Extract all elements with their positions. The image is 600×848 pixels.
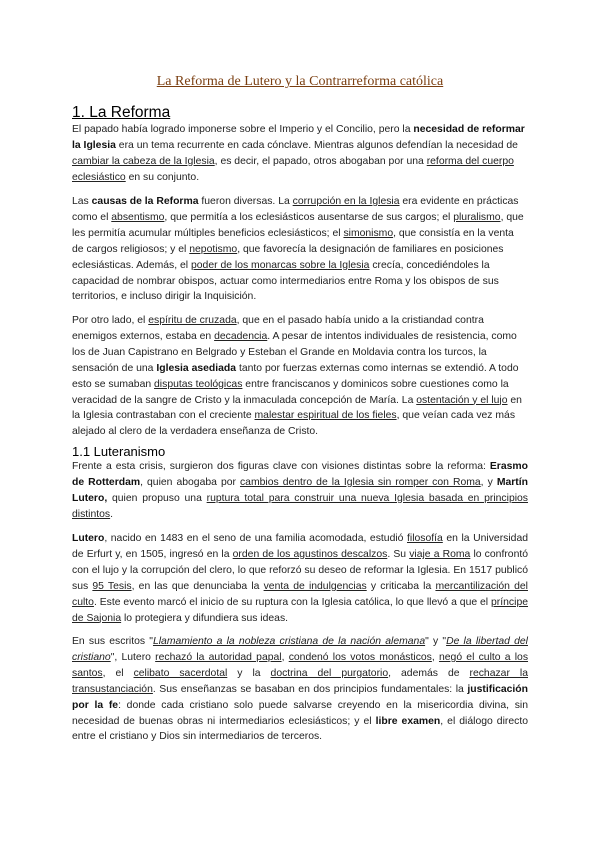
underlined-text: ostentación y el lujo	[416, 394, 508, 406]
text-run: quien propuso una	[107, 492, 207, 504]
text-run: fueron diversas. La	[198, 196, 293, 207]
text-run: lo protegiera y difundiera sus ideas.	[121, 612, 289, 624]
underlined-text: ruptura total para construir una nueva Iglesia basada en principios distintos	[72, 492, 529, 520]
text-run: El papado había logrado imponerse sobre el Imperio y el Concilio, pero la	[72, 124, 414, 135]
underlined-text: condenó los votos monásticos	[288, 651, 432, 663]
text-run: . A pesar de intentos individuales de resistencia, como los de Juan Capistrano en Belgrado y Esteban el Grande en Moldavia contra los turcos, la sensación de una	[72, 330, 517, 374]
text-run: Por otro lado, el	[72, 315, 149, 326]
text-run: , además de	[388, 667, 470, 679]
underlined-text: mercantilización del culto	[72, 580, 528, 608]
text-run: , y	[480, 476, 497, 488]
bold-text: Erasmo de Rotterdam	[72, 461, 528, 488]
underlined-text: príncipe de Sajonia	[72, 596, 528, 624]
underlined-text: venta de indulgencias	[263, 580, 367, 592]
paragraph-2	[72, 194, 528, 305]
underlined-text: simonismo	[343, 227, 394, 239]
text-run: , que en el pasado había unido a la cristiandad contra enemigos externos, estaba en	[72, 315, 484, 342]
underlined-text: rechazar la transustanciación	[72, 667, 528, 695]
text-run: , es decir, el papado, otros abogaban por una	[214, 155, 427, 167]
text-run: era evidente en prácticas como el	[72, 196, 519, 223]
text-run: : donde cada cristiano solo puede salvarse creyendo en la misericordia divina, sin necesidad de buenas obras ni intermediarios eclesiásticos; y el	[72, 699, 528, 727]
text-run: en la Universidad de Erfurt y, en 1505, ingresó en la	[72, 533, 528, 560]
underlined-text: doctrina del purgatorio	[270, 667, 389, 679]
paragraph-1	[72, 122, 528, 186]
paragraph-3	[72, 313, 528, 440]
text-run: , que veían cada vez más alejado al clero de la verdadera enseñanza de Cristo.	[72, 410, 516, 438]
text-run: , que les permitía acumular múltiples beneficios eclesiásticos; el	[72, 211, 524, 239]
underlined-text: absentismo	[111, 211, 165, 223]
text-run: Las	[72, 196, 92, 207]
underlined-text: poder de los monarcas sobre la Iglesia	[190, 259, 370, 271]
underlined-text: malestar espiritual de los fieles	[254, 410, 397, 422]
section-heading-reforma: 1. La Reforma	[72, 104, 171, 121]
underlined-text: pluralismo	[453, 211, 501, 223]
underlined-text: disputas teológicas	[154, 378, 243, 390]
bold-text: libre examen	[375, 715, 441, 727]
bold-text: causas de la Reforma	[91, 196, 199, 207]
italic-title-text: De la libertad del cristiano	[72, 636, 528, 663]
underlined-text: decadencia	[214, 330, 268, 342]
underlined-text: filosofía	[407, 533, 443, 544]
underlined-text: reforma del cuerpo eclesiástico	[72, 155, 514, 183]
bold-text: justificación por la fe	[72, 683, 528, 711]
text-run: . Este evento marcó el inicio de su ruptura con la Iglesia católica, lo que llevó a que el	[93, 596, 492, 608]
text-run: lo confrontó con el lujo y la corrupción del clero, lo que reforzó su deseo de reformar la Iglesia. En 1517 publicó sus	[72, 548, 529, 592]
section-heading-luteranismo: 1.1 Luteranismo	[72, 444, 166, 459]
underlined-text: rechazó la autoridad papal	[155, 651, 282, 663]
underlined-text: 95 Tesis	[92, 580, 132, 592]
text-run: . Sus enseñanzas se basaban en dos principios fundamentales: la	[152, 683, 468, 695]
underlined-text: espíritu de cruzada	[148, 315, 237, 326]
text-run: tanto por fuerzas externas como internas se extendió. A todo esto se sumaban	[72, 362, 519, 390]
document-title: La Reforma de Lutero y la Contrarreforma católica	[156, 74, 444, 89]
text-run: " y "	[425, 636, 447, 647]
underlined-text: nepotismo	[189, 243, 238, 255]
bold-text: Lutero	[72, 533, 105, 544]
text-run: ,	[281, 651, 289, 663]
text-run: .	[110, 508, 114, 520]
underlined-text: celibato sacerdotal	[133, 667, 228, 679]
text-run: en su conjunto.	[125, 171, 200, 183]
underlined-text: cambiar la cabeza de la Iglesia	[72, 155, 215, 167]
text-run: era un tema recurrente en cada cónclave. Mientras algunos defendían la necesidad de	[115, 139, 518, 151]
text-run: y criticaba la	[366, 580, 436, 592]
paragraph-6	[72, 634, 528, 745]
text-run: , que permitía a los eclesiásticos ausentarse de sus cargos; el	[164, 211, 454, 223]
text-run: , en las que denunciaba la	[131, 580, 264, 592]
text-run: crecía, concediéndoles la capacidad de nombrar obispos, actuar como intermediarios entre Roma y los obispos de sus territorios, e incluso dirigir la Inquisición.	[72, 259, 499, 303]
text-run: Frente a esta crisis, surgieron dos figuras clave con visiones distintas sobre la reforma:	[72, 461, 490, 472]
text-run: , que consistía en la venta de cargos religiosos; y el	[72, 227, 514, 255]
underlined-text: corrupción en la Iglesia	[292, 196, 400, 207]
bold-text: Iglesia asediada	[156, 362, 237, 374]
underlined-text: cambios dentro de la Iglesia sin romper con Roma	[239, 476, 481, 488]
text-run: ", Lutero	[110, 651, 156, 663]
text-run: entre franciscanos y dominicos sobre cuestiones como la veracidad de la sangre de Cristo y la inmaculada concepción de María. La	[72, 378, 509, 406]
bold-text: necesidad de reformar la Iglesia	[72, 124, 525, 151]
text-run: en la Iglesia contrastaban con el creciente	[72, 394, 522, 422]
underlined-text: orden de los agustinos descalzos	[232, 548, 388, 560]
paragraph-5	[72, 531, 528, 626]
text-run: En sus escritos "	[72, 636, 153, 647]
text-run: ,	[431, 651, 439, 663]
text-run: , que favorecía la designación de familiares en posiciones eclesiásticas. Además, el	[72, 243, 504, 271]
text-run: , el	[102, 667, 134, 679]
text-run: . Su	[387, 548, 410, 560]
underlined-text: negó el culto a los santos	[72, 651, 529, 679]
italic-title-text: Llamamiento a la nobleza cristiana de la nación alemana	[152, 636, 426, 647]
bold-text: Martín Lutero,	[72, 476, 528, 504]
text-run: , el diálogo directo entre el cristiano y Dios sin intermediarios de terceros.	[72, 715, 528, 743]
text-run: y la	[227, 667, 271, 679]
text-run: , quien abogaba por	[140, 476, 240, 488]
underlined-text: viaje a Roma	[409, 548, 471, 560]
text-run: , nacido en 1483 en el seno de una familia acomodada, estudió	[104, 533, 407, 544]
paragraph-4	[72, 459, 528, 523]
